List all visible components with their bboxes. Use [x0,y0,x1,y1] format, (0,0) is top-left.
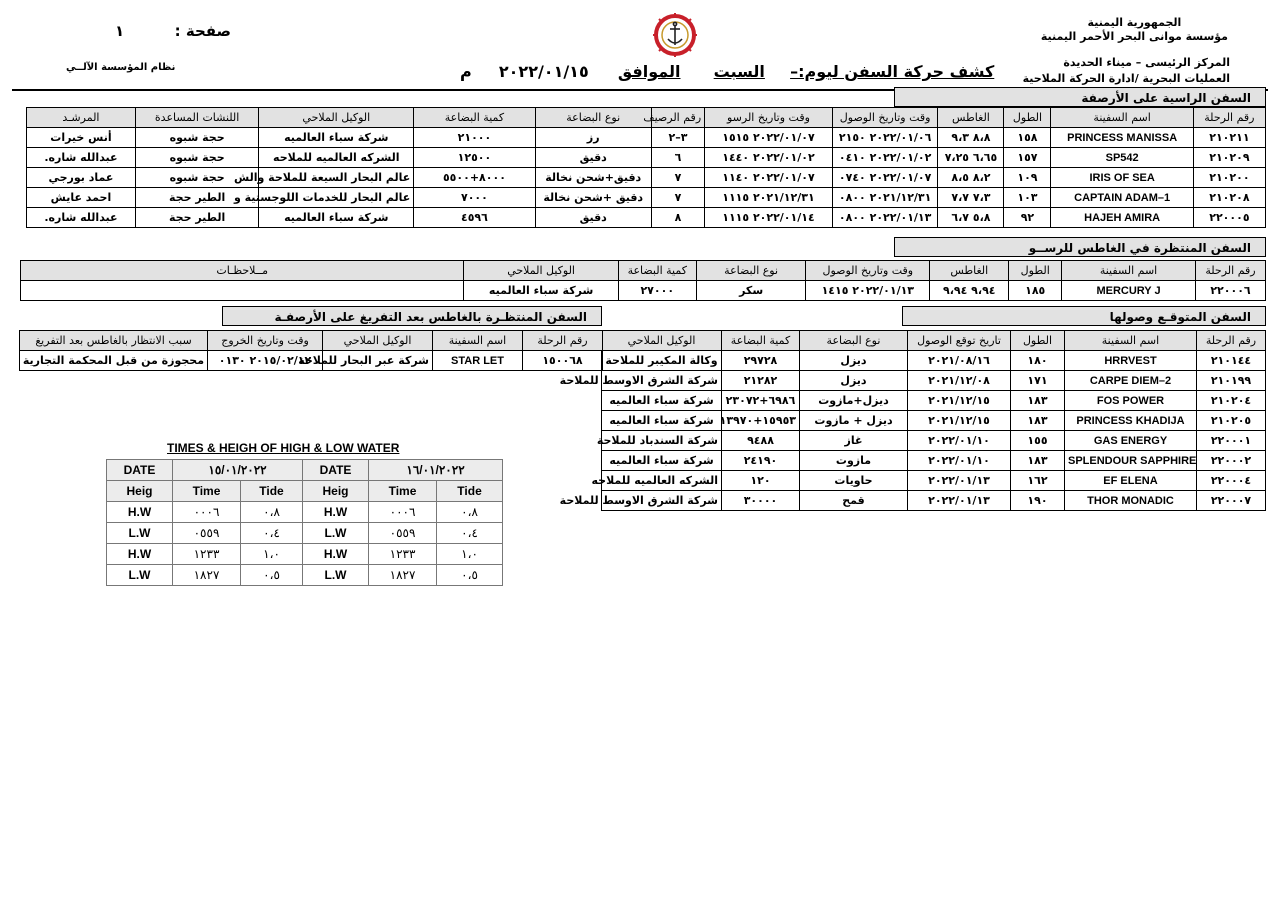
table-cell: ٩،٩٤ ٩،٩٤ [930,281,1009,301]
table-cell: ٢١٢٨٢ [722,371,800,391]
table-cell: احمد عايش [27,188,136,208]
table-cell: الشركه العالميه للملاحه [259,148,414,168]
org-header [1041,16,1228,44]
column-header: اسم السفينة [1065,331,1197,351]
column-header: اسم السفينة [433,331,523,351]
table-cell: دقيق+شحن نخالة [535,168,651,188]
table-row [27,128,1266,148]
tide-cell: ١٨٢٧ [173,565,241,586]
table-cell: ٢٠٢٢/٠١/٠٦ ٢١٥٠ [832,128,938,148]
table-cell: ١٨٣ [1011,451,1065,471]
column-header: وقت وتاريخ الخروج [208,331,323,351]
table-cell: ٢٩٧٢٨ [722,351,800,371]
table-cell: ٢٠١٥/٠٢/١٢ ٠١٣٠ [208,351,323,371]
table-cell: FOS POWER [1065,391,1197,411]
column-header: كمية البضاعة [618,261,696,281]
table-cell: HAJEH AMIRA [1051,208,1193,228]
organization-name: مؤسسة موانى البحر الأحمر اليمنية [1040,30,1228,43]
table-cell: شركة السندباد للملاحة [602,431,722,451]
tide-cell: H.W [303,502,369,523]
table-cell: ١٥٥ [1011,431,1065,451]
country-name: الجمهورية اليمنية [1087,16,1182,29]
tide-cell: ١٢٣٣ [369,544,437,565]
column-header: رقم الرحلة [1197,331,1266,351]
anchorage-ships-table [20,260,1266,301]
table-row [602,371,1266,391]
table-row [20,351,603,371]
table-cell: شركة عبر البحار للملاحة [323,351,433,371]
waiting-after-section-title: السفن المنتظـرة بالغاطس بعد التفريغ على الأرصفـة [222,306,602,326]
table-header-row [21,261,1266,281]
column-header: وقت وتاريخ الوصول [832,108,938,128]
table-cell: ٢٢٠٠٠٦ [1196,281,1266,301]
tide-date-row [107,460,503,481]
table-cell: سكر [696,281,806,301]
table-cell: ٦،٦٥ ٧،٢٥ [938,148,1004,168]
table-cell: ٥،٨ ٦،٧ [938,208,1004,228]
tide-cell: L.W [303,565,369,586]
column-header: الغاطس [930,261,1009,281]
column-header: وقت وتاريخ الوصول [806,261,930,281]
department-name: العمليات البحرية /ادارة الحركة الملاحية [1022,72,1230,85]
tide-cell: H.W [107,544,173,565]
waiting-after-discharge-table [19,330,603,371]
table-cell: ٨ [651,208,704,228]
table-cell: ٢٠٢١/٠٨/١٦ [908,351,1011,371]
column-header: المرشـد [27,108,136,128]
column-header: الطول [1009,261,1062,281]
tide-date-value: ١٦/٠١/٢٠٢٢ [369,460,503,481]
column-header: اللنشات المساعدة [135,108,258,128]
table-cell: ١٨٠ [1011,351,1065,371]
table-cell: ٢٠٢٢/٠١/١٣ ١٤١٥ [806,281,930,301]
page-label: صفحة : [174,22,232,40]
table-cell: ٢٠٢٢/٠١/٠٢ ٠٤١٠ [832,148,938,168]
table-cell: عماد بورجي [27,168,136,188]
anchor-emblem-icon [652,13,698,57]
table-cell: ١٥٨ [1004,128,1051,148]
table-cell: شركة سباء العالميه [259,208,414,228]
table-cell: دقيق +شحن نخالة [535,188,651,208]
table-cell: ١٨٥ [1009,281,1062,301]
table-row [602,391,1266,411]
tide-cell: ٠٠٠٦ [369,502,437,523]
table-cell: ديزل + مازوت [800,411,908,431]
table-cell: ١٦٢ [1011,471,1065,491]
table-row [602,411,1266,431]
table-cell: ٩٤٨٨ [722,431,800,451]
table-cell: ٢٠٢٢/٠١/٠٢ ١٤٤٠ [705,148,833,168]
table-cell: STAR LET [433,351,523,371]
table-cell: شركة الشرق الاوسط للملاحة [602,491,722,511]
table-cell: شركة سباء العالميه [602,411,722,431]
title-suffix: م [460,62,472,81]
system-name: نظام المؤسسة الآلــي [66,62,176,73]
table-row [27,208,1266,228]
table-cell: عالم البحار للخدمات اللوجستية و [259,188,414,208]
table-cell: شركة الشرق الاوسط للملاحة [602,371,722,391]
tide-cell: ٠،٤ [241,523,303,544]
tides-title: TIMES & HEIGH OF HIGH & LOW WATER [167,441,400,455]
table-cell: الطير حجة [135,188,258,208]
table-row [602,491,1266,511]
table-cell: ٨،٢ ٨،٥ [938,168,1004,188]
table-cell: ٧٠٠٠ [414,188,535,208]
table-cell: MERCURY J [1062,281,1196,301]
tide-date-label: DATE [303,460,369,481]
table-cell: IRIS OF SEA [1051,168,1193,188]
table-cell: ١٠٩ [1004,168,1051,188]
tide-cell: ١٢٣٣ [173,544,241,565]
tide-table [106,459,503,586]
table-cell: ٦ [651,148,704,168]
table-cell: CAPTAIN ADAM–1 [1051,188,1193,208]
table-cell: ١٢٥٠٠ [414,148,535,168]
tide-col-tide: Tide [241,481,303,502]
tide-cell: ٠٥٥٩ [369,523,437,544]
table-cell: ٢١٠٢١١ [1193,128,1265,148]
column-header: الوكيل الملاحي [602,331,722,351]
column-header: مــلاحظـات [21,261,464,281]
page-title [460,62,994,81]
table-cell: عبدالله شاره. [27,148,136,168]
tide-cell: ١٨٢٧ [369,565,437,586]
table-cell: ٢١٠٠٠ [414,128,535,148]
page-indicator [115,22,231,40]
table-header-row [20,331,603,351]
tide-cell: ١،٠ [437,544,503,565]
table-cell: ٢٧٠٠٠ [618,281,696,301]
table-cell: دقيق [535,148,651,168]
column-header: الوكيل الملاحي [464,261,618,281]
tide-cell: ٠،٨ [241,502,303,523]
column-header: رقم الرحلة [1193,108,1265,128]
table-cell: ٢٤١٩٠ [722,451,800,471]
column-header: وقت وتاريخ الرسو [705,108,833,128]
table-cell: ٢٠٢١/١٢/١٥ [908,391,1011,411]
table-cell: ٢٢٠٠٠٢ [1197,451,1266,471]
tide-cell: ٠،٤ [437,523,503,544]
column-header: رقم الرحلة [523,331,603,351]
berthed-ships-table [26,107,1266,228]
tide-row [107,544,503,565]
table-cell: حجة شبوه [135,128,258,148]
title-corresponding: الموافق [617,62,681,81]
column-header: كمية البضاعة [722,331,800,351]
tide-col-heig: Heig [303,481,369,502]
tide-row [107,523,503,544]
table-cell: حجة شبوه [135,148,258,168]
table-cell: ٦٩٨٦+٢٣٠٧٢ [722,391,800,411]
table-cell: ٢١٠٢٠٠ [1193,168,1265,188]
table-cell: ١٥٧ [1004,148,1051,168]
table-cell: ديزل [800,351,908,371]
table-cell: ٢٢٠٠٠٤ [1197,471,1266,491]
table-cell: ٢٠٢٢/٠١/١٣ ٠٨٠٠ [832,208,938,228]
table-cell: ديزل [800,371,908,391]
table-row [27,168,1266,188]
table-row [27,148,1266,168]
table-cell: شركة سباء العالميه [602,451,722,471]
table-cell: عالم البحار السيعة للملاحة والش [259,168,414,188]
tide-col-heig: Heig [107,481,173,502]
department-header [1023,55,1230,87]
tide-cell: H.W [107,502,173,523]
table-cell: قمح [800,491,908,511]
tide-row [107,502,503,523]
tide-col-time: Time [369,481,437,502]
table-cell: ٢١٠٢٠٨ [1193,188,1265,208]
table-cell: ٢٢٠٠٠٧ [1197,491,1266,511]
table-cell: ٢٢٠٠٠٥ [1193,208,1265,228]
table-cell: ٢١٠٢٠٥ [1197,411,1266,431]
column-header: الوكيل الملاحي [323,331,433,351]
table-row [27,188,1266,208]
column-header: اسم السفينة [1051,108,1193,128]
tide-cell: ٠،٥ [241,565,303,586]
expected-section-title: السفن المتوقـع وصولها [902,306,1266,326]
tide-cell: L.W [303,523,369,544]
table-cell: ١٨٣ [1011,411,1065,431]
title-prefix: كشف حركة السفن ليوم:– [790,62,995,81]
column-header: سبب الانتظار بالغاطس بعد التفريغ [20,331,208,351]
table-cell: دقيق [535,208,651,228]
column-header: الوكيل الملاحي [259,108,414,128]
table-cell: ١٢٠ [722,471,800,491]
table-cell: ٢٠٢٢/٠١/٠٧ ١١٤٠ [705,168,833,188]
table-cell: ١٧١ [1011,371,1065,391]
tide-cell: H.W [303,544,369,565]
table-cell: الطير حجة [135,208,258,228]
table-row [602,431,1266,451]
table-cell: حجة شبوه [135,168,258,188]
table-cell: SP542 [1051,148,1193,168]
table-row [602,351,1266,371]
tide-cell: ٠٥٥٩ [173,523,241,544]
table-cell: شركة سباء العالميه [259,128,414,148]
table-cell: ٢٠٢٢/٠١/١٣ [908,491,1011,511]
title-date: ٢٠٢٢/٠١/١٥ [498,62,589,81]
tide-header-row [107,481,503,502]
table-cell: عبدالله شاره. [27,208,136,228]
table-cell: PRINCESS KHADIJA [1065,411,1197,431]
table-cell: أنس خيرات [27,128,136,148]
column-header: رقم الرصيف [651,108,704,128]
table-cell: الشركه العالميه للملاحه [602,471,722,491]
column-header: رقم الرحلة [1196,261,1266,281]
table-cell: ٢٠٢٢/٠١/٠٧ ١٥١٥ [705,128,833,148]
table-cell: غاز [800,431,908,451]
table-cell: ٢٠٢٢/٠١/١٠ [908,451,1011,471]
table-cell [21,281,464,301]
berthed-section-title: السفن الراسية على الأرصفة [894,87,1266,107]
table-cell: ٩٢ [1004,208,1051,228]
title-day: السبت [713,62,765,81]
column-header: الطول [1011,331,1065,351]
table-header-row [602,331,1266,351]
table-row [602,471,1266,491]
table-cell: ٢١٠١٩٩ [1197,371,1266,391]
column-header: الغاطس [938,108,1004,128]
table-cell: ٢٠٢١/١٢/١٥ [908,411,1011,431]
tide-cell: ٠٠٠٦ [173,502,241,523]
table-cell: ١٨٣ [1011,391,1065,411]
table-cell: HRRVEST [1065,351,1197,371]
table-cell: ٢١٠٢٠٩ [1193,148,1265,168]
table-header-row [27,108,1266,128]
table-cell: ٢٢٠٠٠١ [1197,431,1266,451]
table-cell: ٢١٠٢٠٤ [1197,391,1266,411]
table-cell: GAS ENERGY [1065,431,1197,451]
table-cell: ديزل+مازوت [800,391,908,411]
table-cell: ١٩٠ [1011,491,1065,511]
tide-row [107,565,503,586]
tide-col-time: Time [173,481,241,502]
column-header: الطول [1004,108,1051,128]
table-cell: ٢٠٢١/١٢/٣١ ١١١٥ [705,188,833,208]
tide-cell: ٠،٨ [437,502,503,523]
table-cell: ٣٠٠٠٠ [722,491,800,511]
table-cell: ٢٠٢١/١٢/٣١ ٠٨٠٠ [832,188,938,208]
column-header: نوع البضاعة [535,108,651,128]
table-cell: ٢٠٢٢/٠١/١٣ [908,471,1011,491]
table-cell: ٧ [651,188,704,208]
page-number: ١ [115,22,125,40]
table-cell: SPLENDOUR SAPPHIRE [1065,451,1197,471]
table-cell: ١٠٣ [1004,188,1051,208]
table-cell: ٢٠٢٢/٠١/١٤ ١١١٥ [705,208,833,228]
table-cell: محجوزة من قبل المحكمة التجارية [20,351,208,371]
table-cell: شركة سباء العالميه [602,391,722,411]
table-cell: EF ELENA [1065,471,1197,491]
table-cell: ٢٠٢١/١٢/٠٨ [908,371,1011,391]
table-cell: ٨٠٠٠+٥٥٠٠ [414,168,535,188]
table-row [21,281,1266,301]
tide-col-tide: Tide [437,481,503,502]
table-cell: PRINCESS MANISSA [1051,128,1193,148]
tide-date-label: DATE [107,460,173,481]
table-cell: حاويات [800,471,908,491]
table-cell: ١٥٠٠٦٨ [523,351,603,371]
column-header: نوع البضاعة [696,261,806,281]
table-cell: ٢٠٢٢/٠١/٠٧ ٠٧٤٠ [832,168,938,188]
table-cell: رز [535,128,651,148]
table-cell: ٧،٣ ٧،٧ [938,188,1004,208]
table-cell: ٤٥٩٦ [414,208,535,228]
table-cell: شركة سباء العالميه [464,281,618,301]
table-cell: ٢٠٢٢/٠١/١٠ [908,431,1011,451]
tide-cell: L.W [107,565,173,586]
column-header: تاريخ توقع الوصول [908,331,1011,351]
tide-cell: L.W [107,523,173,544]
table-cell: مازوت [800,451,908,471]
table-cell: ٧ [651,168,704,188]
table-cell: ٨،٨ ٩،٣ [938,128,1004,148]
column-header: كمية البضاعة [414,108,535,128]
table-cell: THOR MONADIC [1065,491,1197,511]
table-row [602,451,1266,471]
anchorage-section-title: السفن المنتظرة في الغاطس للرســو [894,237,1266,257]
table-cell: ٣–٢ [651,128,704,148]
table-cell: ١٥٩٥٣+١٣٩٧٠ [722,411,800,431]
column-header: اسم السفينة [1062,261,1196,281]
column-header: نوع البضاعة [800,331,908,351]
center-name: المركز الرئيسى – ميناء الحديدة [1063,56,1230,69]
table-cell: ٢١٠١٤٤ [1197,351,1266,371]
tide-cell: ١،٠ [241,544,303,565]
table-cell: CARPE DIEM–2 [1065,371,1197,391]
table-cell: وكالة المكيبر للملاحة [602,351,722,371]
tide-cell: ٠،٥ [437,565,503,586]
tide-date-value: ١٥/٠١/٢٠٢٢ [173,460,303,481]
